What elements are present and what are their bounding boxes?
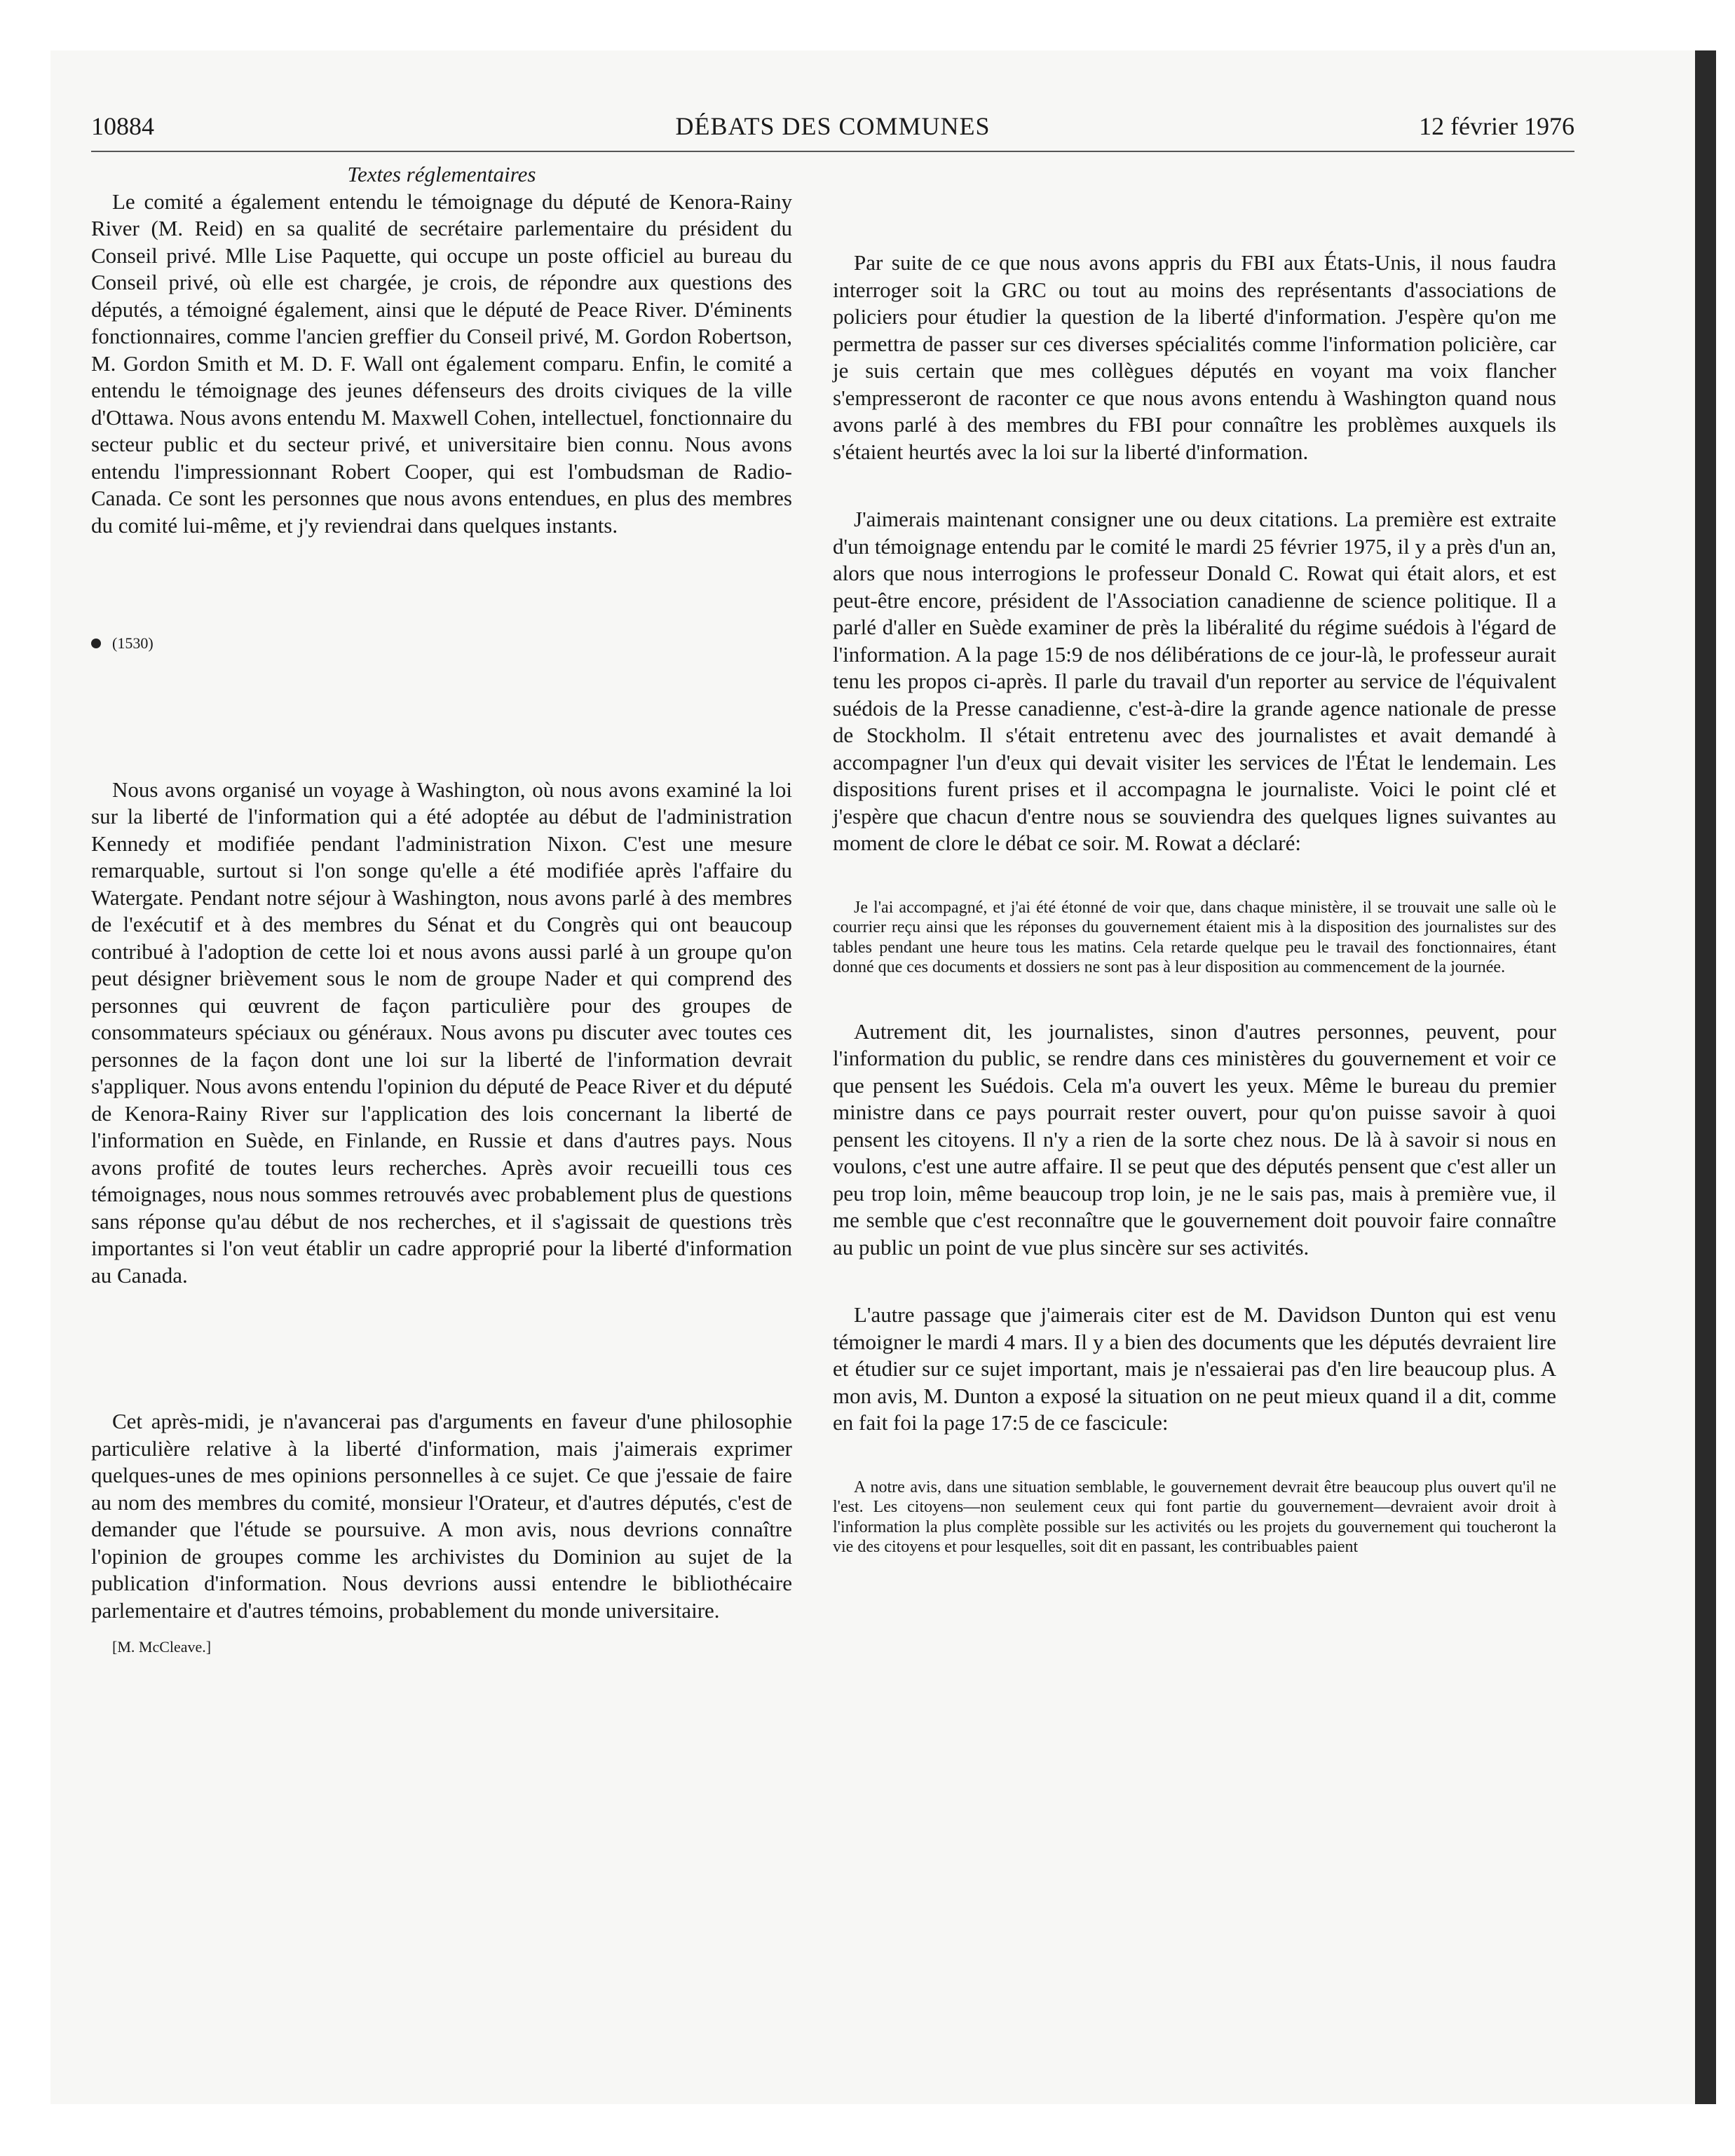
right-column [833,161,1556,1557]
page-date: 12 février 1976 [1419,112,1574,140]
section-title: Textes réglementaires [347,162,536,186]
page-number: 10884 [91,112,154,140]
bullet-icon [91,639,101,648]
time-marker-text: (1530) [112,634,154,652]
paragraph: L'autre passage que j'aimerais citer est de M. Davidson Dunton qui est venu témoigner le mardi 4 mars. Il y a bien des documents que les députés devraient lire et étudier sur ce sujet important, mais je n'essaierai pas d'en lire beaucoup plus. A mon avis, M. Dunton a exposé la situation on ne peut mieux quand il a dit, comme en fait foi la page 17:5 de ce fascicule: [833,1302,1556,1435]
speaker-attribution: [M. McCleave.] [112,1638,212,1656]
block-quote: Je l'ai accompagné, et j'ai été étonné de voir que, dans chaque ministère, il se trouvait une salle où le courrier reçu ainsi que les réponses du gouvernement étaient mis à la disposition des journalistes sur des tables pendant une heure tous les matins. Cela retarde quelque peu le travail des fonctionnaires, étant donné que ces documents et dossiers ne sont pas à leur disposition au commencement de la journée. [833,898,1556,976]
scan-edge-shadow [1695,50,1716,2104]
paragraph: Cet après-midi, je n'avancerai pas d'arguments en faveur d'une philosophie particulière relative à la liberté d'information, mais j'aimerais exprimer quelques-unes de mes opinions personnelles à ce sujet. Ce que j'essaie de faire au nom des membres du comité, monsieur l'Orateur, et d'autres députés, c'est de demander que l'étude se poursuive. A mon avis, nous devrions connaître l'opinion de groupes comme les archivistes du Dominion au sujet de la publication d'information. Nous devrions aussi entendre le bibliothécaire parlementaire et d'autres témoins, probablement du monde universitaire. [91,1409,792,1623]
paragraph: Le comité a également entendu le témoignage du député de Kenora-Rainy River (M. Reid) en sa qualité de secrétaire parlementaire du président du Conseil privé. Mlle Lise Paquette, qui occupe un poste officiel au bureau du Conseil privé, où elle est chargée, je crois, de répondre aux questions des députés, a témoigné également, ainsi que le député de Peace River. D'éminents fonctionnaires, comme l'ancien greffier du Conseil privé, M. Gordon Robertson, M. Gordon Smith et M. D. F. Wall ont également comparu. Enfin, le comité a entendu le témoignage des jeunes défenseurs des droits civiques de la ville d'Ottawa. Nous avons entendu M. Maxwell Cohen, intellectuel, fonctionnaire du secteur public et du secteur privé, et universitaire bien connu. Nous avons entendu l'impressionnant Robert Cooper, qui est l'ombudsman de Radio-Canada. Ce sont les personnes que nous avons entendues, en plus des membres du comité lui-même, et j'y reviendrai dans quelques instants. [91,189,792,538]
time-marker [91,630,792,657]
paragraph: J'aimerais maintenant consigner une ou deux citations. La première est extraite d'un témoignage entendu par le comité le mardi 25 février 1975, il y a près d'un an, alors que nous interrogions le professeur Donald C. Rowat qui était alors, et est peut-être encore, président de l'Association canadienne de science politique. Il a parlé d'aller en Suède examiner de près la libéralité du régime suédois à l'égard de l'information. A la page 15:9 de nos délibérations de ce jour-là, le professeur aurait tenu les propos ci-après. Il parle du travail d'un reporter au service de l'équivalent suédois de la Presse canadienne, c'est-à-dire la grande agence nationale de presse de Stockholm. Il s'était entretenu avec des journalistes et avait demandé à accompagner l'un d'eux qui devait visiter les services de l'État le lendemain. Les dispositions furent prises et il accompagna le journaliste. Voici le point clé et j'espère que chacun d'entre nous se souviendra des quelques lignes suivantes au moment de clore le débat ce soir. M. Rowat a déclaré: [833,507,1556,855]
left-column [91,161,792,1661]
paragraph: Par suite de ce que nous avons appris du FBI aux États-Unis, il nous faudra interroger soit la GRC ou tout au moins des représentants d'associations de policiers pour étudier la question de la liberté d'information. J'espère qu'on me permettra de passer sur ces diverses spécialités comme l'information policière, car je suis certain que mes collègues députés en voyant ma voix flancher s'empresseront de raconter ce que nous avons entendu à Washington quand nous avons parlé à des membres du FBI pour connaître les problèmes auxquels ils s'étaient heurtés avec la loi sur la liberté d'information. [833,250,1556,464]
paragraph: Nous avons organisé un voyage à Washington, où nous avons examiné la loi sur la liberté de l'information qui a été adoptée au début de l'administration Kennedy et modifiée pendant l'administration Nixon. C'est une mesure remarquable, surtout si l'on songe qu'elle a été modifiée après l'affaire du Watergate. Pendant notre séjour à Washington, nous avons parlé à des membres de l'exécutif et à des membres du Sénat et du Congrès qui ont beaucoup contribué à l'adoption de cette loi et nous avons aussi parlé à un groupe qu'on peut désigner brièvement sous le nom de groupe Nader et qui comprend des personnes qui œuvrent de façon particulière pour des groupes de consommateurs spéciaux ou généraux. Nous avons pu discuter avec toutes ces personnes de la façon dont une loi sur la liberté de l'information devrait s'appliquer. Nous avons entendu l'opinion du député de Peace River et du député de Kenora-Rainy River sur l'application des lois concernant la liberté de l'information en Suède, en Finlande, en Russie et dans d'autres pays. Nous avons profité de toutes leurs recherches. Après avoir recueilli tous ces témoignages, nous nous sommes retrouvés avec probablement plus de questions sans réponse qu'au début de nos recherches, et il s'agissait de questions très importantes si l'on veut établir un cadre approprié pour la liberté d'information au Canada. [91,777,792,1288]
page-header [91,109,1574,152]
paragraph: Autrement dit, les journalistes, sinon d'autres personnes, peuvent, pour l'information du public, se rendre dans ces ministères du gouvernement et voir ce que pensent les Suédois. Cela m'a ouvert les yeux. Même le bureau du premier ministre dans ce pays pourrait rester ouvert, pour qu'on puisse savoir à quoi pensent les citoyens. Il n'y a rien de la sorte chez nous. De là à savoir si nous en voulons, c'est une autre affaire. Il se peut que des députés pensent que c'est aller un peu trop loin, même beaucoup trop loin, je ne le sais pas, mais à première vue, il me semble que c'est reconnaître que le gouvernement doit pouvoir faire connaître au public un point de vue plus sincère sur ses activités. [833,1018,1556,1260]
publication-title: DÉBATS DES COMMUNES [675,112,991,140]
block-quote: A notre avis, dans une situation semblable, le gouvernement devrait être beaucoup plus ouvert qu'il ne l'est. Les citoyens—non seulement ceux qui font partie du gouvernement—devraient avoir droit à l'information la plus complète possible sur les activités ou les projets du gouvernement qui toucheront la vie des citoyens et pour lesquelles, soit dit en passant, les contribuables paient [833,1478,1556,1556]
